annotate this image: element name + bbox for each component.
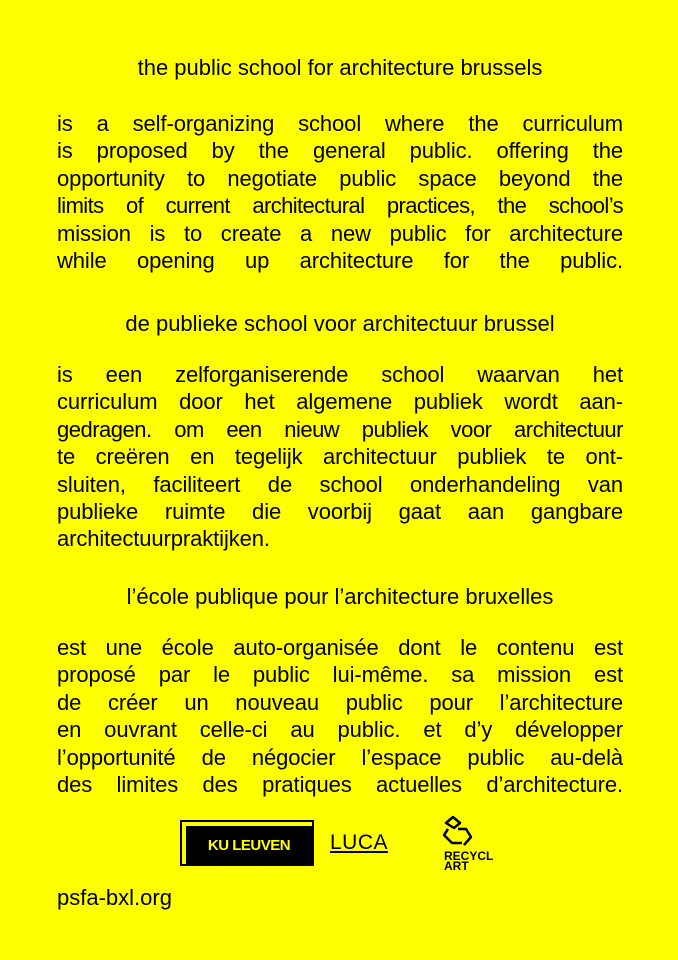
text-line: l’opportunité de négocier l’espace public au-delà [57, 744, 623, 770]
website-url: psfa-bxl.org [57, 885, 172, 910]
luca-logo: LUCA [330, 831, 389, 854]
text-line: gedragen. om een nieuw publiek voor architectuur [57, 416, 623, 442]
recycle-arrows-icon [440, 815, 474, 849]
text-line: is a self-organizing school where the curriculum [57, 111, 623, 136]
dutch-paragraph [57, 361, 623, 553]
text-line: en ouvrant celle-ci au public. et d’y développer [57, 717, 623, 743]
english-heading: the public school for architecture brussels [137, 55, 543, 80]
text-line: publieke ruimte die voorbij gaat aan gangbare [57, 498, 623, 524]
dutch-heading: de publieke school voor architectuur brussel [125, 311, 555, 336]
recyclart-label [444, 851, 493, 871]
recyclart-logo [430, 815, 510, 885]
recyclart-line2: ART [444, 859, 469, 873]
ku-leuven-logo [180, 820, 314, 866]
text-line: des limites des pratiques actuelles d’architecture. [57, 771, 623, 797]
text-line: while opening up architecture for the public. [57, 247, 623, 273]
text-line: opportunity to negotiate public space beyond the [57, 165, 623, 191]
french-heading: l’école publique pour l’architecture bruxelles [126, 584, 554, 609]
ku-leuven-label: KU LEUVEN [186, 826, 312, 864]
text-line: te creëren en tegelijk architectuur publiek te ont- [57, 444, 623, 470]
text-line: is proposed by the general public. offering the [57, 138, 623, 164]
text-line: architectuurpraktijken. [57, 526, 270, 552]
text-line: limits of current architectural practices, the school’s [57, 193, 623, 219]
text-line: curriculum door het algemene publiek wordt aan- [57, 389, 623, 415]
french-paragraph [57, 634, 623, 798]
text-line: proposé par le public lui-même. sa mission est [57, 662, 623, 688]
text-line: sluiten, faciliteert de school onderhandeling van [57, 471, 623, 497]
recyclart-line1: RECYCL [444, 849, 494, 863]
text-line: de créer un nouveau public pour l’architecture [57, 689, 623, 715]
partner-logos [180, 815, 510, 885]
english-paragraph [57, 110, 623, 274]
text-line: est une école auto-organisée dont le contenu est [57, 635, 623, 660]
text-line: mission is to create a new public for architecture [57, 220, 623, 246]
text-line: is een zelforganiserende school waarvan het [57, 362, 623, 387]
